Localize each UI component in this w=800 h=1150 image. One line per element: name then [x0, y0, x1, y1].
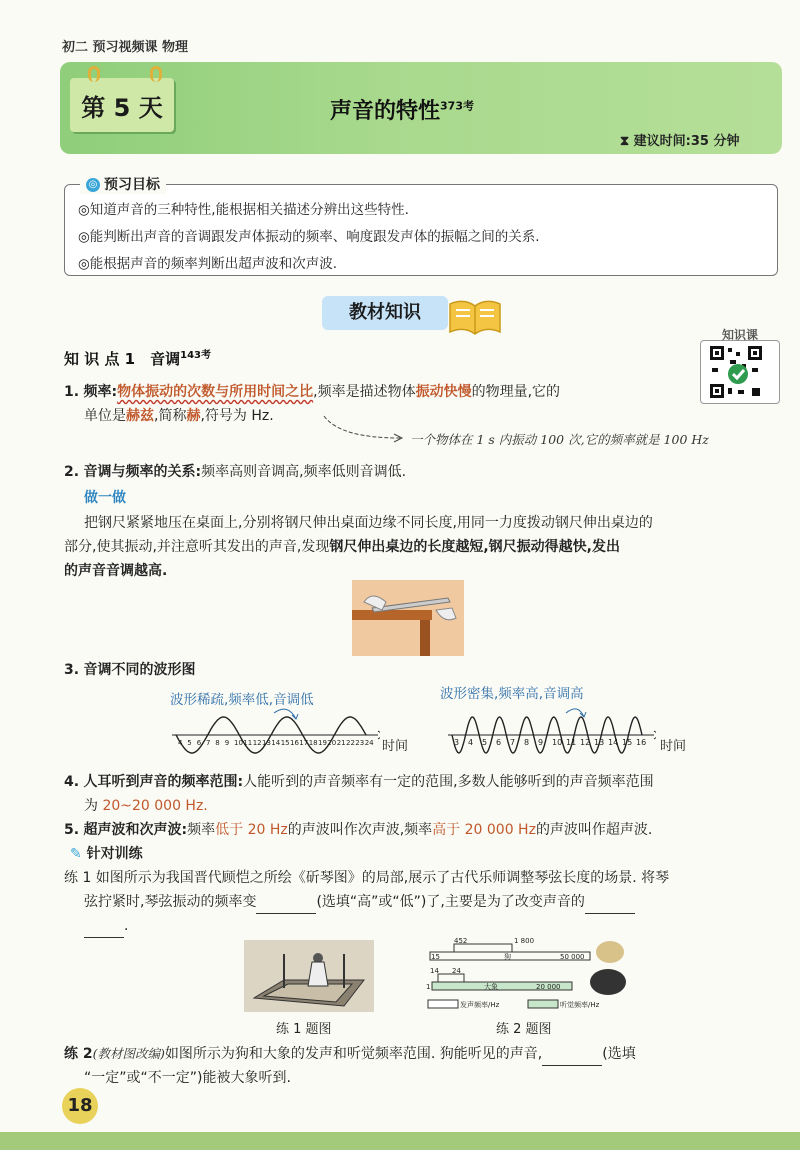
qr-label: 知识课: [722, 328, 759, 342]
tick-label: 15: [622, 738, 633, 747]
tick-label: 9: [538, 738, 544, 747]
answer-blank[interactable]: [84, 922, 124, 938]
tick-label: 8: [524, 738, 530, 747]
tick-label: 7: [206, 739, 211, 747]
dog-hear-low: 15: [431, 953, 440, 961]
ruler-table-illustration: [352, 580, 464, 656]
tick-label: 9: [224, 739, 230, 747]
answer-blank[interactable]: [542, 1050, 602, 1066]
tick-label: 6: [496, 738, 502, 747]
ring-right-icon: [150, 66, 162, 82]
practice1-line1: 练 1 如图所示为我国晋代顾恺之所绘《斫琴图》的局部,展示了古代乐师调整琴弦长度的场景. 将琴: [64, 870, 670, 886]
goal-item: ◎能判断出声音的音调跟发声体振动的频率、响度跟发声体的振幅之间的关系.: [78, 229, 540, 245]
ele-hear-high: 20 000: [536, 983, 561, 991]
item-pitch-frequency: 2. 音调与频率的关系:频率高则音调高,频率低则音调低.: [64, 464, 407, 480]
book-icon: [446, 296, 504, 336]
activity-line3: 的声音音调越高.: [64, 563, 168, 579]
lesson-title: 声音的特性$^{373考}$: [330, 99, 474, 124]
suggested-time: ⧗ 建议时间:35 分钟: [620, 134, 740, 149]
tick-label: 15: [280, 739, 290, 747]
dog-label: 狗: [504, 953, 511, 961]
tick-label: 13: [594, 738, 605, 747]
tick-label: 13: [262, 739, 271, 747]
goal-item: ◎能根据声音的频率判断出超声波和次声波.: [78, 256, 338, 272]
item-waveform: 3. 音调不同的波形图: [64, 662, 196, 678]
pencil-icon: ✎: [70, 846, 87, 862]
tick-label: 16: [290, 739, 299, 747]
tick-label: 8: [215, 739, 220, 747]
dog-speak-high: 1 800: [514, 938, 535, 945]
legend-hear: 听觉频率/Hz: [560, 1001, 600, 1009]
elephant-label: 大象: [484, 983, 498, 991]
item-frequency: 1. 频率:物体振动的次数与所用时间之比,频率是描述物体振动快慢的物理量,它的: [64, 384, 561, 400]
series-header: 初二 预习视频课 物理: [62, 40, 189, 55]
figure1-caption: 练 1 题图: [276, 1022, 332, 1037]
waveform-high: [446, 705, 656, 755]
tick-label: 14: [608, 738, 619, 747]
tick-label: 4: [178, 739, 183, 747]
practice-title: ✎ 针对训练: [70, 846, 143, 862]
answer-blank[interactable]: [256, 898, 316, 914]
tick-label: 3: [454, 738, 460, 747]
tick-label: 14: [271, 739, 281, 747]
tick-label: 11: [566, 738, 577, 747]
target-icon: ◎: [86, 178, 100, 192]
activity-line2: 部分,使其振动,并注意听其发出的声音,发现钢尺伸出桌边的长度越短,钢尺振动得越快,发出: [64, 539, 620, 555]
tick-label: 7: [510, 738, 516, 747]
item-ultrasound: 5. 超声波和次声波:频率低于 20 Hz的声波叫作次声波,频率高于 20 000 Hz的声波叫作超声波.: [64, 822, 653, 838]
practice1-line3: .: [84, 914, 128, 938]
ele-hear-low: 1: [426, 983, 431, 991]
goal-item: ◎知道声音的三种特性,能根据相关描述分辨出这些特性.: [78, 202, 409, 218]
tick-label: 10: [234, 739, 243, 747]
tick-label: 20: [327, 739, 337, 747]
tick-label: 24: [364, 739, 374, 747]
annotation-arrow: [320, 412, 410, 444]
legend-speak: 发声频率/Hz: [460, 1001, 500, 1009]
practice1-line2: 弦拧紧时,琴弦振动的频率变 (选填“高”或“低”)了,主要是为了改变声音的: [84, 890, 784, 914]
section-badge: 教材知识: [322, 296, 448, 330]
practice2-line1: 练 2(教材图改编)如图所示为狗和大象的发声和听觉频率范围. 狗能听见的声音, (选填: [64, 1042, 784, 1066]
ring-left-icon: [88, 66, 100, 82]
bottom-strip: [0, 1132, 800, 1150]
tick-label: 19: [318, 739, 327, 747]
tick-label: 17: [299, 739, 309, 747]
tick-label: 4: [468, 738, 474, 747]
tick-label: 11: [243, 739, 253, 747]
goals-label: ◎ 预习目标: [80, 174, 166, 194]
dog-hear-high: 50 000: [560, 953, 585, 961]
painting-illustration: [244, 940, 374, 1012]
frequency-range-chart: [424, 938, 634, 1014]
answer-blank[interactable]: [585, 898, 635, 914]
practice2-line2: “一定”或“不一定”)能被大象听到.: [84, 1070, 291, 1086]
tick-label: 18: [308, 739, 318, 747]
tick-label: 12: [252, 739, 262, 747]
wave-right-label: 波形密集,频率高,音调高: [440, 686, 584, 702]
item-frequency-line2: 单位是赫兹,简称赫,符号为 Hz.: [84, 408, 274, 424]
dog-speak-low: 452: [454, 938, 468, 945]
ele-speak-high: 24: [452, 967, 461, 975]
tick-label: 12: [580, 738, 591, 747]
item-hearing-range-line2: 为 20~20 000 Hz.: [84, 798, 208, 814]
tick-label: 5: [482, 738, 488, 747]
tick-label: 23: [355, 739, 365, 747]
knowledge-point-title: 知 识 点 1 音调$^{143考}$: [64, 350, 211, 368]
figure2-caption: 练 2 题图: [496, 1022, 552, 1037]
tick-label: 6: [196, 739, 202, 747]
tick-label: 5: [187, 739, 192, 747]
activity-line1: 把钢尺紧紧地压在桌面上,分别将钢尺伸出桌面边缘不同长度,用同一力度拨动钢尺伸出桌边的: [84, 515, 653, 531]
activity-title: 做一做: [84, 490, 126, 506]
tick-label: 22: [346, 739, 355, 747]
day-label: 第 5 天: [81, 94, 163, 122]
ele-speak-low: 14: [430, 967, 439, 975]
item-hearing-range: 4. 人耳听到声音的频率范围:人能听到的声音频率有一定的范围,多数人能够听到的声音频率范围: [64, 774, 654, 790]
tick-label: 16: [636, 738, 647, 747]
wave-left-label: 波形稀疏,频率低,音调低: [170, 692, 314, 708]
time-axis-label: 时间: [382, 739, 409, 754]
tick-label: 10: [552, 738, 563, 747]
waveform-low: [170, 705, 380, 755]
hourglass-icon: ⧗: [620, 134, 634, 149]
tick-label: 21: [336, 739, 346, 747]
qr-code-icon[interactable]: [708, 344, 764, 400]
page-number: 18: [62, 1088, 98, 1124]
handwritten-note: 一个物体在 1 s 内振动 100 次,它的频率就是 100 Hz: [410, 432, 709, 447]
time-axis-label: 时间: [660, 739, 687, 754]
